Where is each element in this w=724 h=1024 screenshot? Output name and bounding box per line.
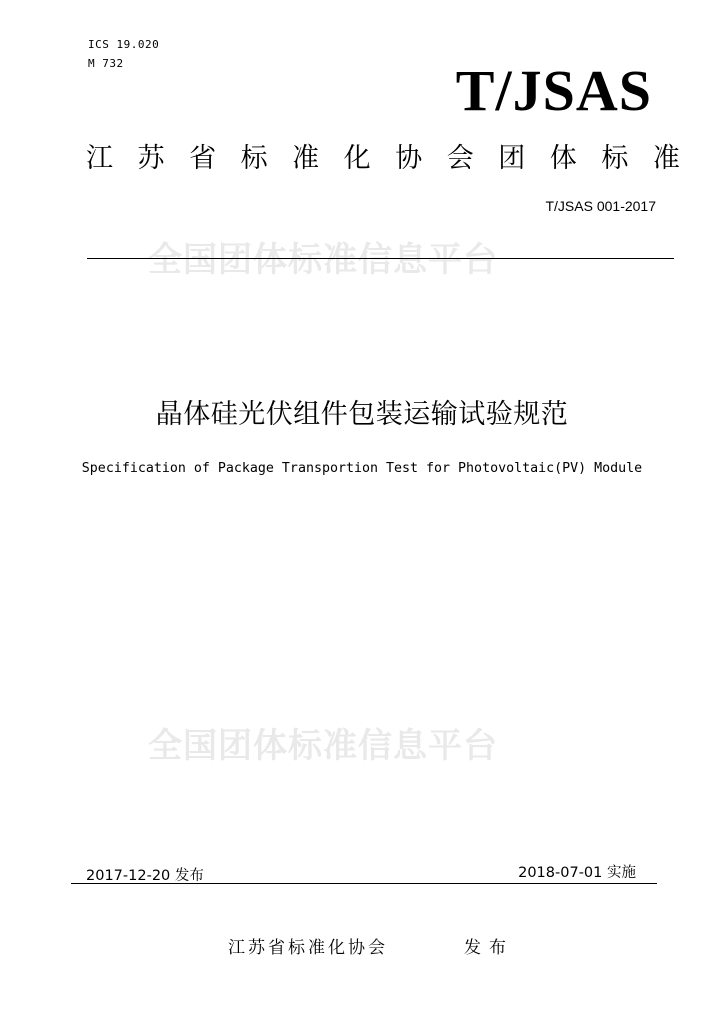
organization-char: 化 <box>343 143 371 174</box>
organization-char: 协 <box>395 143 423 174</box>
organization-char: 团 <box>498 143 526 174</box>
organization-char: 会 <box>446 143 474 174</box>
classification-code: M 732 <box>88 57 124 70</box>
organization-char: 准 <box>652 143 680 174</box>
organization-char: 标 <box>601 143 629 174</box>
organization-char: 体 <box>549 143 577 174</box>
organization-char: 标 <box>240 143 268 174</box>
implementation-date: 2018-07-01 实施 <box>518 865 636 881</box>
header-divider <box>87 258 674 259</box>
title-english: Specification of Package Transportion Test for Photovoltaic(PV) Module <box>81 461 643 476</box>
organization-name <box>86 142 680 176</box>
ics-code: ICS 19.020 <box>88 38 160 51</box>
footer-divider <box>71 883 657 884</box>
issue-date: 2017-12-20 发布 <box>86 868 204 884</box>
organization-char: 省 <box>189 143 217 174</box>
watermark-top: 全国团体标准信息平台 <box>148 240 498 280</box>
organization-char: 苏 <box>137 143 165 174</box>
title-chinese: 晶体硅光伏组件包装运输试验规范 <box>155 399 569 430</box>
standard-number: T/JSAS 001-2017 <box>545 198 656 214</box>
standard-logo: T/JSAS <box>455 58 652 123</box>
watermark-middle: 全国团体标准信息平台 <box>148 726 498 766</box>
issuing-organization: 江苏省标准化协会 <box>228 938 388 958</box>
publish-label: 发布 <box>464 938 514 958</box>
organization-char: 准 <box>292 143 320 174</box>
organization-char: 江 <box>86 143 113 174</box>
